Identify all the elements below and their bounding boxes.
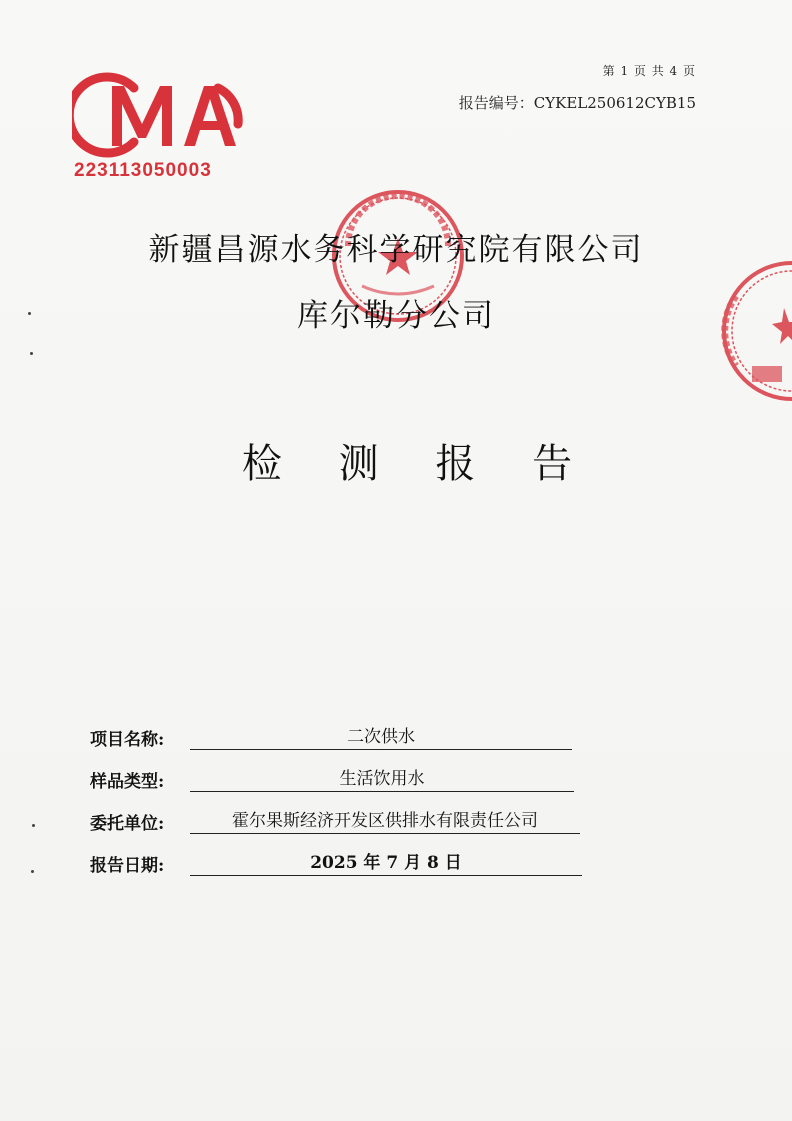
field-label: 报告日期:: [90, 856, 165, 876]
company-name-line1: 新疆昌源水务科学研究院有限公司: [148, 232, 644, 268]
scan-speck: [31, 870, 34, 873]
field-label: 委托单位:: [90, 814, 165, 834]
company-name-line2: 库尔勒分公司: [297, 298, 495, 334]
page-number: 第 1 页 共 4 页: [602, 64, 696, 78]
field-value: 2025 年 7 月 8 日: [190, 848, 582, 876]
scan-speck: [28, 312, 31, 315]
field-value: 霍尔果斯经济开发区供排水有限责任公司: [190, 806, 580, 834]
cma-logo-icon: [72, 66, 262, 184]
field-sample-type: [90, 762, 590, 792]
scan-speck: [32, 824, 35, 827]
scan-speck: [30, 352, 33, 355]
field-client: [90, 804, 590, 834]
field-label: 项目名称:: [90, 730, 165, 750]
field-label: 样品类型:: [90, 772, 165, 792]
field-report-date: [90, 846, 590, 876]
report-number: 报告编号：CYKEL250612CYB15: [458, 94, 696, 112]
field-project-name: [90, 720, 590, 750]
field-value: 二次供水: [190, 722, 572, 750]
report-title: 检 测 报 告: [241, 441, 595, 487]
field-value: 生活饮用水: [190, 764, 574, 792]
cma-code: 223113050003: [74, 160, 212, 181]
